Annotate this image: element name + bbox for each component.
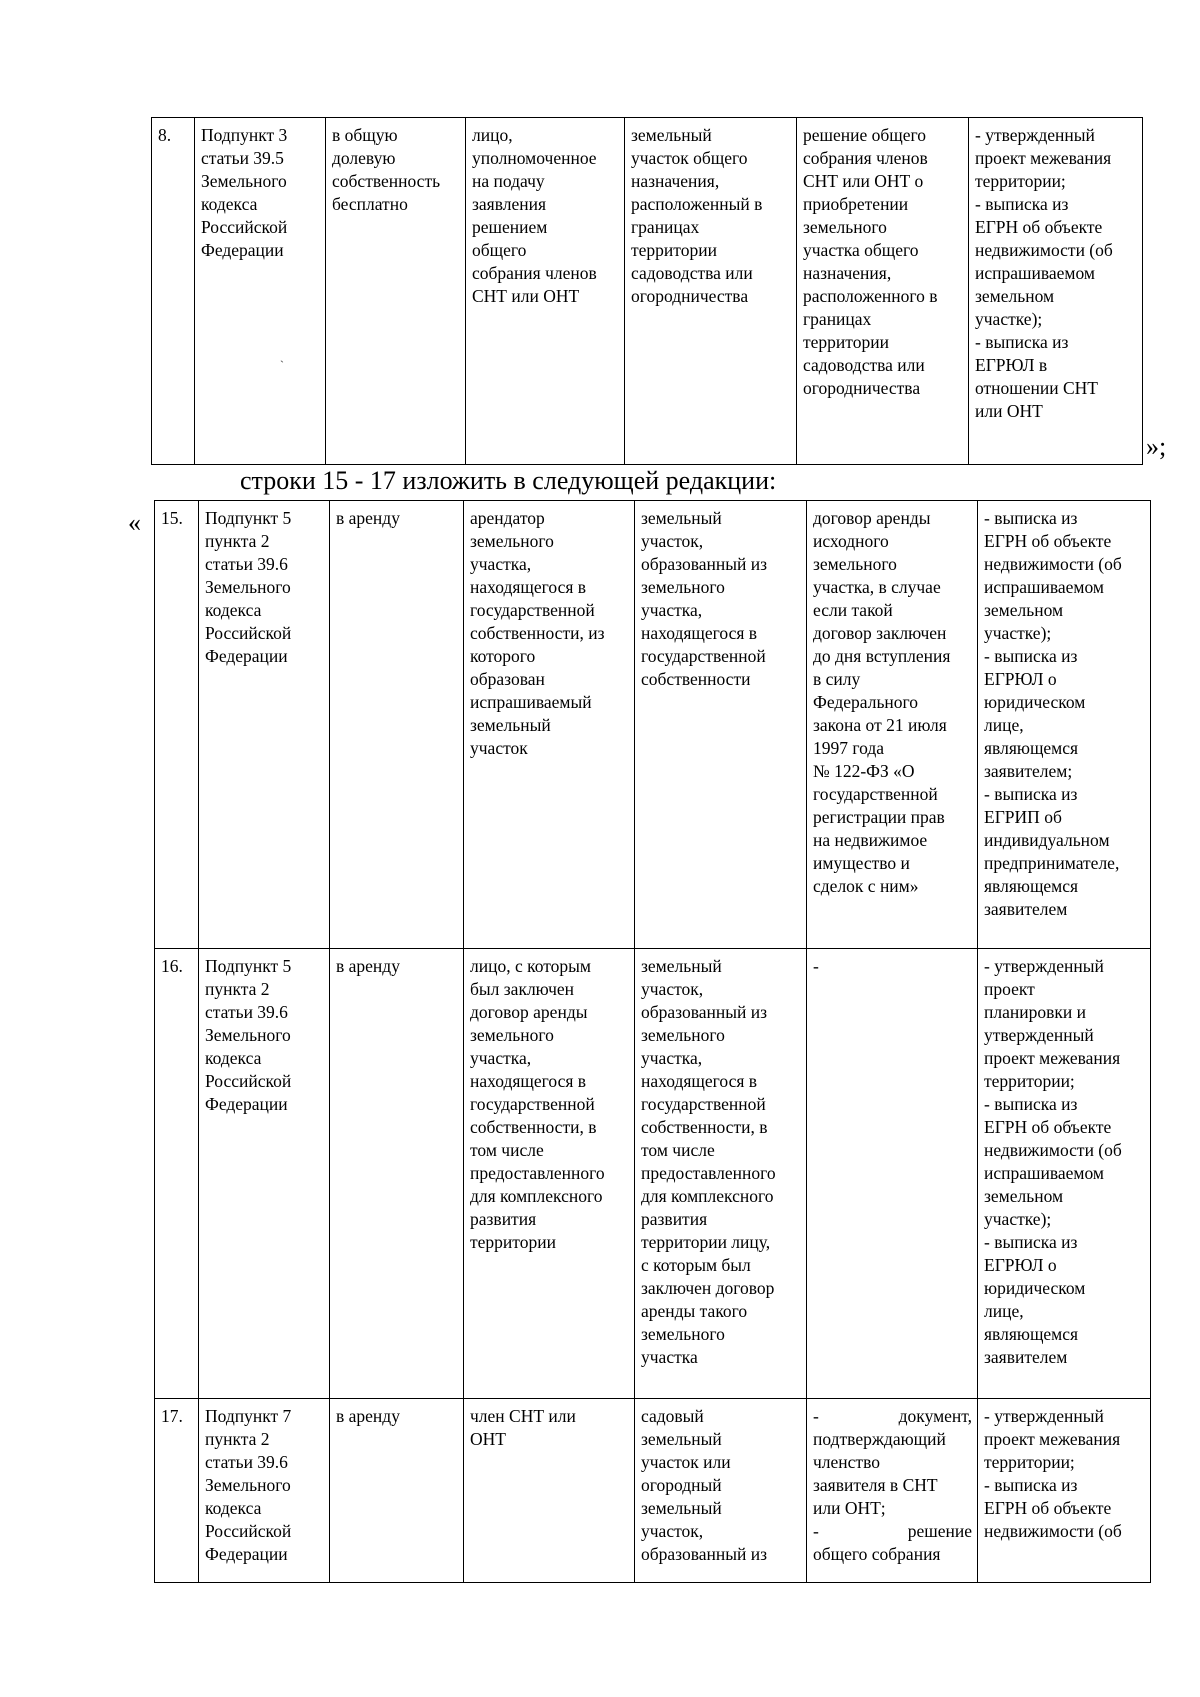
land-plot: садовый земельный участок или огородный земельный участок, образованный из [635, 1399, 807, 1583]
document-item: - выписка из ЕГРН об объекте недвижимости (об испрашиваемом земельном участке); [984, 1094, 1122, 1229]
document-item: - выписка из ЕГРН об объекте недвижимости (об испрашиваемом земельном участке); [984, 508, 1122, 643]
legal-basis: Подпункт 5 пункта 2 статьи 39.6 Земельного кодекса Российской Федерации [199, 501, 330, 949]
legal-basis: Подпункт 7 пункта 2 статьи 39.6 Земельного кодекса Российской Федерации [199, 1399, 330, 1583]
land-plot: земельный участок, образованный из земельного участка, находящегося в государственной собственности, в том числе предоставленного для комплексного развития территории лицу, с которым был заключен договор аренды такого земельного участка [635, 949, 807, 1399]
right-type: в аренду [330, 1399, 464, 1583]
table-row-8 [151, 117, 1143, 465]
row-number: 15. [155, 501, 199, 949]
opening-quote: « [128, 508, 141, 537]
land-plot: земельный участок, образованный из земельного участка, находящегося в государственной собственности [635, 501, 807, 949]
applicant: лицо, с которым был заключен договор аренды земельного участка, находящегося в государственной собственности, в том числе предоставленного для комплексного развития территории [464, 949, 635, 1399]
document-item: - выписка из ЕГРН об объекте недвижимости (об испрашиваемом земельном участке); [975, 194, 1113, 329]
document-item: общего собрания [813, 1544, 941, 1564]
state-documents [978, 1399, 1151, 1583]
applicant: лицо, уполномоченное на подачу заявления решением общего собрания членов СНТ или ОНТ [466, 118, 625, 465]
document-item: - утвержденный проект планировки и утвержденный проект межевания территории; [984, 956, 1121, 1091]
legal-basis: Подпункт 5 пункта 2 статьи 39.6 Земельного кодекса Российской Федерации [199, 949, 330, 1399]
document-item: - утвержденный проект межевания территории; [975, 125, 1112, 191]
document-item: - документ, [813, 1406, 972, 1426]
row-number: 17. [155, 1399, 199, 1583]
state-documents [969, 118, 1143, 465]
document-item: - выписка из ЕГРЮЛ о юридическом лице, являющемся заявителем [984, 1232, 1086, 1367]
applicant-documents [807, 1399, 978, 1583]
document-item: - выписка из ЕГРЮЛ о юридическом лице, являющемся заявителем; [984, 646, 1086, 781]
right-type: в аренду [330, 501, 464, 949]
table-row [155, 501, 1151, 949]
table-row [155, 949, 1151, 1399]
table-row [155, 1399, 1151, 1583]
row-number: 8. [152, 118, 195, 465]
state-documents [978, 501, 1151, 949]
section-caption: строки 15 - 17 изложить в следующей редакции: [240, 466, 777, 495]
table-rows-15-17 [154, 500, 1151, 1583]
document-item: - решение [813, 1521, 972, 1541]
document-item: - выписка из ЕГРЮЛ в отношении СНТ или ОНТ [975, 332, 1098, 421]
document-item: - выписка из ЕГРН об объекте недвижимости (об [984, 1475, 1122, 1541]
right-type: в общую долевую собственность бесплатно [326, 118, 466, 465]
document-item: подтверждающий членство заявителя в СНТ или ОНТ; [813, 1429, 946, 1518]
row-number: 16. [155, 949, 199, 1399]
applicant-documents: - [807, 949, 978, 1399]
applicant-documents: решение общего собрания членов СНТ или ОНТ о приобретении земельного участка общего назначения, расположенного в границах территории садоводства или огородничества [797, 118, 969, 465]
document-item: - утвержденный проект межевания территории; [984, 1406, 1121, 1472]
state-documents [978, 949, 1151, 1399]
legal-basis: Подпункт 3 статьи 39.5 Земельного кодекса Российской Федерации [195, 118, 326, 465]
closing-quote: »; [1146, 432, 1167, 461]
right-type: в аренду [330, 949, 464, 1399]
applicant: член СНТ или ОНТ [464, 1399, 635, 1583]
applicant: арендатор земельного участка, находящегося в государственной собственности, из которого образован испрашиваемый земельный участок [464, 501, 635, 949]
land-plot: земельный участок общего назначения, расположенный в границах территории садоводства или огородничества [625, 118, 797, 465]
scan-mark: ˋ [280, 358, 284, 372]
document-item: - выписка из ЕГРИП об индивидуальном предпринимателе, являющемся заявителем [984, 784, 1120, 919]
applicant-documents: договор аренды исходного земельного участка, в случае если такой договор заключен до дня вступления в силу Федерального закона от 21 июля 1997 года № 122-ФЗ «О государственной регистрации прав на недвижимое имущество и сделок с ним» [807, 501, 978, 949]
